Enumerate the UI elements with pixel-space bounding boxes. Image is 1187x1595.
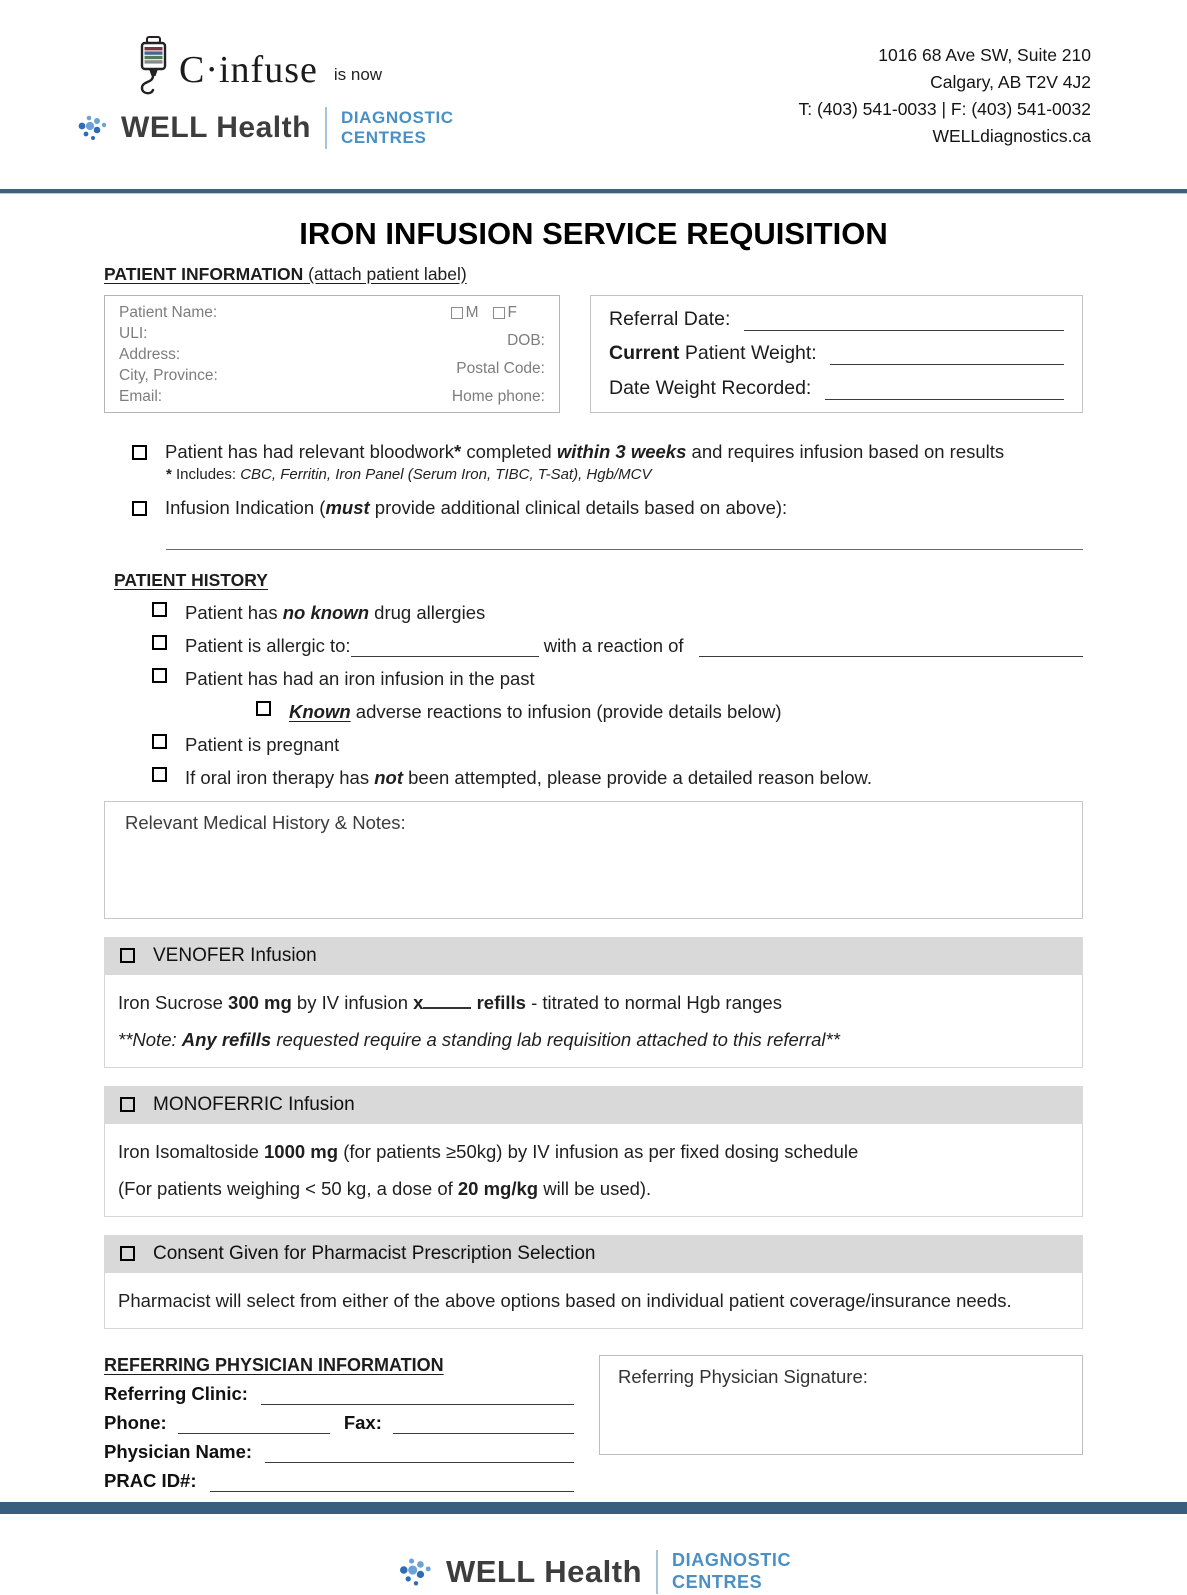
past-infusion-text: Patient has had an iron infusion in the past bbox=[185, 667, 535, 689]
refills-x-label: x bbox=[413, 991, 424, 1013]
fax-blank[interactable] bbox=[393, 1414, 574, 1434]
reaction-of-label: with a reaction of bbox=[538, 634, 689, 656]
refills-label: refills bbox=[471, 991, 526, 1013]
dob-label: DOB: bbox=[507, 331, 545, 349]
known-reactions-text bbox=[289, 701, 782, 723]
female-label: F bbox=[507, 303, 517, 321]
indication-details-blank[interactable] bbox=[166, 549, 1083, 550]
venofer-dose-line bbox=[118, 984, 1069, 1021]
past-infusion-checkbox[interactable] bbox=[152, 668, 167, 683]
is-now-text: is now bbox=[333, 64, 383, 84]
monoferric-line2-pre: (For patients weighing < 50 kg, a dose of bbox=[118, 1177, 458, 1199]
known-emphasis: Known bbox=[289, 700, 351, 722]
phone-fax-row bbox=[104, 1412, 574, 1434]
consent-header bbox=[104, 1235, 1083, 1273]
within-3-weeks-emphasis: within 3 weeks bbox=[556, 440, 687, 462]
any-refills-emphasis: Any refills bbox=[181, 1028, 272, 1050]
venofer-note-line bbox=[118, 1021, 1069, 1058]
well-health-dots-icon bbox=[75, 108, 111, 149]
page-header bbox=[0, 0, 1187, 151]
pregnant-checkbox[interactable] bbox=[152, 734, 167, 749]
venofer-line1-mid: by IV infusion bbox=[291, 991, 414, 1013]
consent-body-text: Pharmacist will select from either of the above options based on individual patient coverage/insurance needs. bbox=[118, 1289, 1012, 1311]
oral-iron-row bbox=[152, 767, 1083, 789]
bloodwork-checkbox[interactable] bbox=[132, 445, 147, 460]
address-line-1: 1016 68 Ave SW, Suite 210 bbox=[878, 45, 1091, 65]
no-known-allergies-checkbox[interactable] bbox=[152, 602, 167, 617]
allergic-to-row bbox=[152, 635, 1083, 657]
physician-name-row bbox=[104, 1441, 574, 1463]
well-health-logo bbox=[75, 107, 454, 149]
monoferric-dose-line bbox=[118, 1133, 1069, 1170]
referring-clinic-label: Referring Clinic: bbox=[104, 1382, 254, 1404]
monoferric-header bbox=[104, 1086, 1083, 1124]
allergen-blank[interactable] bbox=[351, 637, 539, 657]
date-weight-recorded-blank[interactable] bbox=[825, 378, 1064, 399]
physician-signature-box[interactable] bbox=[599, 1355, 1083, 1455]
no-known-emphasis: no known bbox=[282, 601, 370, 623]
date-weight-recorded-label: Date Weight Recorded: bbox=[609, 376, 817, 399]
bloodwork-asterisk: * bbox=[454, 440, 462, 462]
diagnostic-line: DIAGNOSTIC bbox=[340, 107, 454, 127]
cinfuse-wordmark: C·infuse bbox=[179, 48, 318, 91]
includes-label: Includes: bbox=[171, 465, 241, 483]
address-line-4: WELLdiagnostics.ca bbox=[932, 126, 1091, 147]
patient-information-heading-text: PATIENT INFORMATION bbox=[104, 263, 304, 284]
must-emphasis: must bbox=[325, 496, 370, 518]
oral-iron-post: been attempted, please provide a detailed reason below. bbox=[402, 766, 872, 788]
diagnostic-centres-label bbox=[341, 108, 454, 149]
allergy-none-post: drug allergies bbox=[369, 601, 486, 623]
monoferric-body bbox=[104, 1124, 1083, 1217]
known-reactions-post: adverse reactions to infusion (provide details below) bbox=[350, 700, 782, 722]
monoferric-line1-pre: Iron Isomaltoside bbox=[118, 1140, 265, 1162]
prac-id-row bbox=[104, 1470, 574, 1492]
not-emphasis: not bbox=[374, 766, 403, 788]
footer-logo bbox=[0, 1550, 1187, 1595]
venofer-body bbox=[104, 975, 1083, 1068]
logo-divider bbox=[325, 107, 327, 149]
monoferric-dose: 1000 mg bbox=[264, 1140, 339, 1162]
physician-name-label: Physician Name: bbox=[104, 1440, 258, 1462]
medical-history-notes-box[interactable] bbox=[104, 801, 1083, 919]
brand-block bbox=[75, 36, 454, 151]
prac-id-label: PRAC ID#: bbox=[104, 1469, 202, 1491]
past-infusion-row bbox=[152, 668, 1083, 690]
reaction-blank[interactable] bbox=[699, 637, 1083, 657]
referral-date-label: Referral Date: bbox=[609, 307, 736, 330]
venofer-line1-post: - titrated to normal Hgb ranges bbox=[525, 991, 782, 1013]
consent-checkbox[interactable] bbox=[120, 1246, 135, 1261]
referral-date-blank[interactable] bbox=[744, 309, 1064, 330]
venofer-note-pre: **Note: bbox=[118, 1028, 182, 1050]
indication-text-pre: Infusion Indication ( bbox=[165, 496, 326, 518]
consent-header-label: Consent Given for Pharmacist Prescription Selection bbox=[153, 1242, 596, 1264]
referring-physician-heading: REFERRING PHYSICIAN INFORMATION bbox=[104, 1354, 444, 1375]
referring-clinic-blank[interactable] bbox=[261, 1385, 574, 1405]
bloodwork-text-post: and requires infusion based on results bbox=[686, 440, 1005, 462]
physician-name-blank[interactable] bbox=[265, 1443, 574, 1463]
cinfuse-logo bbox=[133, 36, 454, 103]
patient-history-heading: PATIENT HISTORY bbox=[114, 569, 268, 590]
allergic-to-label: Patient is allergic to: bbox=[185, 634, 351, 656]
indication-text-post: provide additional clinical details based on above): bbox=[369, 496, 788, 518]
city-province-label: City, Province: bbox=[119, 366, 218, 384]
bloodwork-text-pre: Patient has had relevant bloodwork bbox=[165, 440, 454, 462]
refills-count-blank[interactable] bbox=[423, 990, 471, 1009]
footer-logo-divider bbox=[656, 1550, 658, 1594]
infusion-indication-checkbox[interactable] bbox=[132, 501, 147, 516]
referring-physician-block bbox=[104, 1355, 574, 1492]
monoferric-under50-line bbox=[118, 1170, 1069, 1207]
venofer-note-post: requested require a standing lab requisition attached to this referral** bbox=[271, 1028, 840, 1050]
referring-clinic-row bbox=[104, 1383, 574, 1405]
pregnant-row bbox=[152, 734, 1083, 756]
patient-name-label: Patient Name: bbox=[119, 303, 218, 321]
postal-code-label: Postal Code: bbox=[456, 359, 545, 377]
includes-asterisk: * bbox=[166, 465, 172, 483]
includes-tests-list: CBC, Ferritin, Iron Panel (Serum Iron, TIBC, T-Sat), Hgb/MCV bbox=[240, 465, 652, 483]
fax-label: Fax: bbox=[343, 1411, 388, 1433]
no-known-allergies-row bbox=[152, 602, 1083, 624]
address-line-2: Calgary, AB T2V 4J2 bbox=[930, 72, 1091, 93]
monoferric-checkbox[interactable] bbox=[120, 1097, 135, 1112]
centres-line: CENTRES bbox=[340, 128, 427, 147]
patient-information-heading bbox=[104, 264, 1083, 285]
venofer-section bbox=[104, 937, 1083, 1068]
known-reactions-row bbox=[256, 701, 1083, 723]
monoferric-section bbox=[104, 1086, 1083, 1217]
monoferric-line2-post: will be used). bbox=[538, 1177, 652, 1199]
consent-body bbox=[104, 1273, 1083, 1329]
iv-bag-icon bbox=[133, 36, 175, 103]
allergic-to-checkbox[interactable] bbox=[152, 635, 167, 650]
email-label: Email: bbox=[119, 387, 163, 405]
prac-id-blank[interactable] bbox=[210, 1472, 574, 1492]
monoferric-header-label: MONOFERRIC Infusion bbox=[153, 1093, 355, 1115]
footer-centres-line: CENTRES bbox=[672, 1572, 763, 1592]
uli-label: ULI: bbox=[119, 324, 148, 342]
venofer-header-label: VENOFER Infusion bbox=[153, 944, 317, 966]
oral-iron-text bbox=[185, 767, 872, 789]
venofer-dose: 300 mg bbox=[228, 991, 292, 1013]
bloodwork-includes-note bbox=[166, 466, 1083, 483]
venofer-line1-pre: Iron Sucrose bbox=[118, 991, 229, 1013]
current-weight-label: Patient Weight: bbox=[679, 342, 823, 364]
physician-signature-label: Referring Physician Signature: bbox=[618, 1365, 868, 1387]
address-label: Address: bbox=[119, 345, 181, 363]
referral-details-box bbox=[590, 295, 1083, 413]
phone-blank[interactable] bbox=[178, 1414, 330, 1434]
patient-label-box bbox=[104, 295, 560, 413]
footer-divider-bar bbox=[0, 1502, 1187, 1514]
bloodwork-text bbox=[165, 441, 1004, 463]
oral-iron-pre: If oral iron therapy has bbox=[185, 766, 375, 788]
infusion-indication-row bbox=[132, 497, 1083, 519]
infusion-indication-text bbox=[165, 497, 787, 519]
footer-diagnostic-centres-label bbox=[672, 1550, 791, 1593]
phone-label: Phone: bbox=[104, 1411, 172, 1433]
male-label: M bbox=[465, 303, 479, 321]
monoferric-mgkg-dose: 20 mg/kg bbox=[457, 1177, 539, 1199]
attach-label-note: (attach patient label) bbox=[303, 263, 467, 284]
venofer-header bbox=[104, 937, 1083, 975]
current-weight-label-bold: Current bbox=[609, 342, 680, 364]
no-known-allergies-text bbox=[185, 602, 485, 624]
address-line-3: T: (403) 541-0033 | F: (403) 541-0032 bbox=[798, 99, 1091, 120]
female-checkbox[interactable] bbox=[493, 307, 505, 319]
bloodwork-checkbox-row bbox=[132, 441, 1083, 463]
allergy-none-pre: Patient has bbox=[185, 601, 283, 623]
clinic-address-block bbox=[798, 36, 1091, 151]
consent-section bbox=[104, 1235, 1083, 1329]
male-checkbox[interactable] bbox=[451, 307, 463, 319]
patient-weight-blank[interactable] bbox=[830, 344, 1064, 365]
allergic-to-text bbox=[185, 635, 1083, 657]
header-divider-bar bbox=[0, 189, 1187, 194]
medical-history-notes-label: Relevant Medical History & Notes: bbox=[125, 811, 406, 833]
bloodwork-text-mid: completed bbox=[461, 440, 557, 462]
oral-iron-checkbox[interactable] bbox=[152, 767, 167, 782]
monoferric-line1-post: (for patients ≥50kg) by IV infusion as per fixed dosing schedule bbox=[338, 1140, 859, 1162]
footer-well-health-wordmark: WELL Health bbox=[445, 1554, 643, 1589]
form-title: IRON INFUSION SERVICE REQUISITION bbox=[299, 215, 888, 251]
well-health-dots-icon bbox=[396, 1550, 436, 1595]
venofer-checkbox[interactable] bbox=[120, 948, 135, 963]
home-phone-label: Home phone: bbox=[451, 387, 545, 405]
footer-diagnostic-line: DIAGNOSTIC bbox=[672, 1550, 792, 1571]
pregnant-text: Patient is pregnant bbox=[185, 733, 340, 755]
known-reactions-checkbox[interactable] bbox=[256, 701, 271, 716]
well-health-wordmark: WELL Health bbox=[121, 111, 311, 144]
